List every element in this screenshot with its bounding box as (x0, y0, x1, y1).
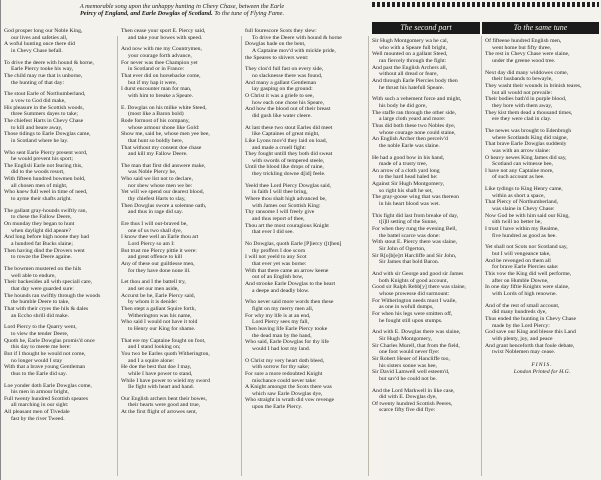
verse-line: No Dowglas, quoth Earle [P]iercy ([t]hen] (245, 241, 342, 248)
verse-line: and thus report of thee, (252, 216, 305, 223)
verse-line: With such a vehement force and might, (372, 96, 462, 103)
verse-line: nor shew whose men we be: (128, 182, 193, 189)
verse-line: in Scotland or in France: (128, 66, 185, 73)
verse-line: twixt Noblemen may cease. (492, 349, 556, 356)
verse-column-5 (485, 38, 599, 478)
verse-line: whose prowesse did surmount: (379, 290, 450, 297)
verse-line: Who knew full weel in time of need, (4, 189, 88, 196)
verse-line: And through Earle Piercies body then (372, 77, 458, 84)
column-divider (241, 36, 242, 476)
verse-line: and take your bowes with speed. (128, 34, 203, 41)
verse-line: ran fiercely through the fight: (379, 57, 447, 64)
verse-line: Sir Charles Murell, that from the field, (372, 342, 460, 349)
verse-line: For never was thee Champion yet (121, 59, 198, 66)
verse-line: that ever I did see. (252, 229, 294, 236)
verse-line: Sir R[o]b[e]rt Harcliffe and Sir John, (372, 252, 457, 259)
verse-line: whose armour shone like Gold: (128, 124, 200, 131)
title-line-2: Peircy of England, and Earle Dowglas of Scotland. (79, 10, 213, 18)
verse-line: The man that first did answere make, (121, 162, 206, 169)
verse-line: And of the rest of small account, (485, 302, 560, 309)
verse-line: Who said I would not have it told (121, 319, 198, 326)
verse-line: That with their cryes the hils & dales (4, 305, 89, 312)
verse-line: a vow to God did make, (11, 97, 66, 104)
verse-line: And with E. Dowglas there was slaine, (372, 329, 461, 336)
verse-line: They fought untill they both did sweat (245, 151, 333, 158)
verse-line: did gush like water cleere. (252, 112, 312, 119)
verse-line: Lord Piercy so am I: (128, 241, 175, 248)
verse-line: They washt their wounds in brinish teares, (485, 82, 582, 89)
verse-line: He doe the best that doe I may, (121, 364, 192, 371)
verse-line: Who straight in wrath did vow revenge (245, 397, 335, 404)
verse-line: that hunt so boldly here, (128, 137, 184, 144)
verse-line: sith twill no better be, (492, 219, 542, 226)
verse-line: their husbands to bewayle, (492, 76, 553, 83)
column-divider (368, 36, 369, 476)
verse-column-3 (245, 28, 367, 478)
verse-line: Sir John of Ogerton, (379, 246, 426, 253)
verse-line: was Noble Piercy he, (128, 169, 177, 176)
verse-line: But if I thought he would not come, (4, 350, 86, 357)
verse-line: And long before high noone they had (4, 234, 89, 241)
verse-line: the noble Earle was slaine. (379, 142, 440, 149)
verse-line: t[i]ll setting of the Sunne, (379, 219, 438, 226)
verse-line: That brave Earle Dowglas suddenly (485, 141, 567, 148)
verse-line: With fifteen hundred bowmen bold, (4, 176, 86, 183)
verse-line: But trust me Piercy pittie it were: (121, 247, 197, 254)
verse-line: did to the woods resort, (11, 169, 65, 176)
verse-line: upon the Earle Piercy. (252, 404, 303, 411)
verse-line: And be revenged on them all (485, 257, 551, 264)
verse-line: In one day fiftie Knights were slaine, (485, 284, 570, 291)
verse-line: For when his legs were smitten off, (372, 310, 453, 317)
verse-line: Sir Hugh Montgomery, (379, 335, 432, 342)
verse-line: full fourescore Scots they slew: (245, 28, 317, 34)
verse-line: in his heart blood was wet. (379, 201, 440, 208)
verse-line: to ayme their shafts aright. (11, 196, 72, 203)
verse-line: Let thou and I the battell try, (121, 279, 186, 286)
verse-line: Like Lyons mov'd they laid on load, (245, 137, 328, 144)
title-tune: To the tune of Flying Fame. (214, 10, 285, 18)
verse-line: within as short a space, (492, 192, 545, 199)
verse-line: That without my consent doe chase (121, 144, 202, 151)
verse-line: You two be Earles quoth Witherington, (121, 350, 210, 357)
verse-line: Then cease your sport E. Piercy said, (121, 28, 206, 34)
verse-line: Then having dind the Drovers went (4, 247, 85, 254)
verse-column-4 (372, 38, 480, 478)
verse-line: Ile fight with heart and hand. (128, 384, 195, 391)
verse-line: but sav'd he could not be. (379, 375, 437, 382)
verse-line: after on Humble Downe, (492, 277, 549, 284)
verse-line: For Witherington needs must I waile, (372, 297, 457, 304)
verse-line: Now God be with him said our King, (485, 212, 570, 219)
verse-line: And the Lord Markwell in like case, (372, 387, 455, 394)
verse-line: fight on my merry men all, (252, 305, 314, 312)
verse-line: A Knight amongst the Scots there was (245, 384, 332, 391)
verse-line: Yeeld thee Lord Piercy Dowglas said, (245, 182, 331, 189)
verse-line: with swords of tempered steele, (252, 157, 325, 164)
verse-line: And now with me my Countrymen, (121, 46, 202, 53)
verse-line: O Christ my very heart doth bleed, (245, 357, 325, 364)
verse-line: made of a trusty tree, (379, 161, 428, 168)
verse-line: the humble Deere to take, (11, 299, 70, 306)
verse-line: Who said, Earle Dowglas for thy life (245, 339, 329, 346)
verse-line: lay gasping on the ground: (252, 86, 313, 93)
verse-line: Scotland can witnesse bee, (492, 161, 553, 168)
verse-line: With that there came an arrow keene (245, 267, 329, 274)
verse-line: the hunting of that day: (11, 79, 65, 86)
verse-line: Sir Robert Heuer of Hancliffe too, (372, 355, 450, 362)
verse-line: I have not any Captaine more, (485, 167, 554, 174)
verse-line: your courage forth advance, (128, 52, 192, 59)
verse-line: God prosper long our Noble King, (4, 28, 83, 34)
verse-line: I know thee well an Earle thou art (121, 234, 199, 241)
verse-line: how each one chose his Speare, (252, 99, 325, 106)
verse-line: Against Sir Hugh Montgomery, (372, 181, 444, 188)
verse-line: Good sir Ralph Rebb[y] there was slaine, (372, 284, 466, 291)
verse-line: as one in wofull dumps, (379, 304, 434, 311)
verse-line: Until the blood like drops of raine, (245, 164, 324, 171)
verse-line: The chiefest Harts in Chevy Chase (4, 117, 84, 124)
verse-line: to chese the Fallow Deere, (11, 214, 72, 221)
verse-line: our lives and safeties all, (11, 34, 68, 41)
verse-line: Who sent Earle Piercy present word, (4, 149, 88, 156)
verse-line: The child may rue that is unborne, (4, 72, 83, 79)
verse-line: Those tidings to Earle Dowglas came, (4, 131, 91, 138)
verse-line: Lord Piercy sees my fall, (252, 319, 310, 326)
printer-imprint: London Printed for H.G. (513, 368, 571, 375)
verse-line: At last these two stout Earles did meet (245, 124, 333, 131)
verse-line: The gray-goose wing that was thereon (372, 194, 460, 201)
verse-line: The gallant gray-hounds swiftly ran, (4, 207, 87, 214)
verse-line: O heavy newes King James did say, (485, 154, 567, 161)
verse-line: And strooke Earle Dowglas to the heart (245, 280, 336, 287)
verse-line: God save our King and blesse this Land (485, 329, 576, 336)
verse-line: no longer would I stay (11, 357, 63, 364)
verse-line: this day to meete me here: (11, 344, 71, 351)
verse-line: For when they rung the evening Bell, (372, 226, 457, 233)
verse-line: and I a squire alone: (128, 357, 175, 364)
column-divider (481, 36, 482, 476)
verse-line: and made a cruell fight: (252, 144, 307, 151)
verse-line: A woful hunting once there did (4, 41, 75, 48)
verse-line: Rode formost of his company, (121, 117, 190, 124)
verse-line: Sir David Lamwell well esteem'd, (372, 369, 450, 376)
verse-line: Of twenty hundred Scottish Peeres, (372, 400, 453, 407)
verse-line: Show me, said he, whose men yee bee, (121, 131, 210, 138)
verse-line: Our English archers bent their bowes, (121, 395, 207, 402)
verse-line: and great offence to kill (128, 254, 183, 261)
column-divider (117, 36, 118, 476)
verse-line: Loe yonder doth Earle Dowglas come, (4, 382, 92, 389)
verse-column-1 (4, 28, 116, 478)
verse-line: On munday they began to hunt (4, 221, 75, 228)
verse-line: a large cloth yeard and more: (379, 116, 446, 123)
verse-line: Yet shall not Scots nor Scotland say, (485, 244, 568, 251)
verse-line: did with E. Dowglas dye, (379, 394, 437, 401)
verse-line: where Scotlands King did raigne, (492, 134, 568, 141)
verse-line: (most like a Baron bold) (128, 111, 184, 118)
verse-line: without all dread or feare, (379, 71, 438, 78)
verse-line: no slacknesse there was found, (252, 72, 323, 79)
verse-line: Who said we list not to declare, (121, 176, 193, 183)
verse-line: All pleasant men of Tivedale (4, 409, 70, 416)
verse-line: Any of these our guiltlesse men, (121, 261, 195, 267)
verse-line: when daylight did apeare? (11, 227, 71, 234)
verse-line: To drive the Deere with hound & horne (252, 34, 342, 41)
verse-line: That ever did on horsebacke come, (121, 72, 201, 79)
verse-line: their hearts were good and true, (128, 402, 201, 409)
verse-line: This fight did last from breake of day, (372, 212, 459, 219)
verse-line: thus to the Earle did say. (11, 370, 67, 377)
verse-line: Sir James that bold Baron. (379, 259, 440, 266)
verse-line: he fought still upon stumps. (379, 317, 443, 324)
verse-line: so right his shaft he set, (379, 187, 433, 194)
verse-line: went home but fifty three, (492, 44, 552, 51)
verse-line: Thy ransome I will freely give (245, 209, 315, 216)
verse-line: Their backesides all with speciall care, (4, 279, 93, 286)
verse-line: but if my hap it were, (128, 79, 177, 86)
verse-line: Accurst be he, Earle Piercy said, (121, 292, 196, 299)
verse-line: E. Dowglas on his milke white Steed, (121, 104, 207, 111)
verse-line: with sorrow for thy sake; (252, 364, 310, 371)
verse-line: The staffe ran through the other side, (372, 109, 457, 116)
verse-line: I durst encounter man for man, (121, 86, 192, 93)
verse-line: made by the Lord Piercy: (492, 322, 550, 329)
verse-line: they bore with them away, (492, 102, 553, 109)
verse-line: to view the tender Deere, (11, 330, 69, 337)
verse-line: Witherington was his name, (128, 312, 192, 319)
verse-line: Like tydings to King Henry came, (485, 186, 563, 193)
verse-line: all marching in our sight: (11, 402, 69, 409)
verse-line: one of us two shall dye, (128, 227, 183, 234)
page-edge (0, 0, 1, 480)
verse-column-2 (121, 28, 240, 478)
verse-line: I will not yeeld to any Scot (245, 254, 307, 261)
second-part-heading: The second part (372, 22, 480, 34)
verse-line: Thus ended the hunting in Chevy Chase (485, 315, 576, 322)
verse-line: while I have power to stand, (128, 370, 193, 377)
verse-line: The hounds ran swiftly through the woods (4, 292, 101, 299)
verse-line: Earle Piercy tooke his way, (11, 66, 74, 73)
verse-line: would I had lost my land. (252, 345, 311, 352)
verse-line: This vow the King did well performe, (485, 271, 572, 277)
verse-line: The Englisli Earle not fearing this, (4, 162, 83, 169)
verse-line: but I will vengeance take, (492, 251, 551, 258)
verse-line: Then leaving life Earle Piercy tooke (245, 325, 328, 332)
verse-line: the Speares to shivers went: (245, 54, 309, 61)
verse-line: Lord Piercy to the Quarry went, (4, 324, 77, 331)
verse-line: A Captaine mov'd with mickle pride, (252, 47, 336, 54)
finis-label: FINIS. (531, 361, 553, 368)
verse-line: At the first flight of arrowes sent, (121, 409, 197, 416)
top-ornament-band (372, 2, 599, 7)
verse-line: a deepe and deadly blow. (252, 287, 310, 294)
verse-line: he would prevent his sport; (11, 156, 73, 163)
verse-line: well able to endure, (11, 272, 56, 279)
verse-line: to kill and beare away, (11, 124, 63, 131)
verse-line: Yet will we spend our dearest blood, (121, 189, 204, 196)
verse-line: his men in armour bright, (11, 389, 69, 396)
verse-line: He had a good bow in his hand, (372, 154, 445, 161)
verse-line: The bowmen mustered on the hils (4, 266, 82, 272)
verse-line: which saw Earle Dowglas dye, (252, 390, 323, 397)
verse-line: with James our Scottish King: (252, 202, 321, 209)
verse-line: three Summers dayes to take; (11, 111, 78, 118)
same-tune-heading: To the same tune (482, 22, 599, 34)
verse-line: both Knights of good account, (379, 277, 449, 284)
verse-line: The newes was brought to Edenbrogh (485, 127, 572, 134)
verse-line: for brave Earle Piercies sake: (492, 264, 559, 271)
verse-line: Then Dowglas swore a solemne oath, (121, 202, 207, 209)
verse-line: I trust I have within my Realme, (485, 226, 559, 233)
verse-line: his sisters sonne was hee, (379, 362, 437, 369)
verse-line: was slaine in Chevy Chase: (492, 206, 555, 213)
verse-line: a hundred fat Bucks slaine; (11, 241, 73, 248)
verse-line: With that a brave young Gentleman (4, 364, 86, 371)
verse-line: While I have power to wield my sword (121, 377, 210, 384)
verse-line: one foot would never flye: (379, 349, 440, 356)
verse-line: to rowze the Deere againe. (11, 254, 72, 261)
verse-line: Of fifteene hundred English men, (485, 38, 562, 44)
verse-line: and I stand looking on; (128, 344, 181, 351)
verse-line: that ever yet was borne: (252, 261, 307, 267)
verse-line: To drive the deere with hound & horne, (4, 59, 94, 66)
verse-line: out of an English bow, (252, 274, 304, 281)
title-line-1: A memorable song upon the unhappy hunting in Chevy Chase, between the Earle (79, 3, 285, 10)
verse-line: Ere thus I will out-braved be, (121, 221, 188, 228)
verse-line: the dead man by the hand, (252, 332, 312, 339)
verse-line: Thus did both these two Nobles dye, (372, 122, 456, 129)
verse-line: that day were guarded sure: (11, 285, 74, 292)
verse-line: an Eccho shrill did make. (11, 312, 69, 319)
verse-line: Well mounted on a gallant Steed, (372, 51, 448, 58)
verse-line: who with a Speare full bright, (379, 44, 447, 51)
verse-line: did many hundreds dye, (492, 309, 547, 316)
verse-line: Sir Hugh Montgomery wa he cal, (372, 38, 449, 44)
verse-line: For why my life is at an end, (245, 312, 311, 319)
verse-line: And how the blood out of their breast (245, 106, 331, 113)
verse-line: of such account as hee. (492, 174, 545, 181)
verse-line: and kill my Fallow Deere. (128, 151, 188, 158)
verse-line: fast by the river Tweed. (11, 415, 65, 422)
verse-line: and set our men aside, (128, 285, 179, 292)
verse-line: O Christ it was a griefe to see, (245, 92, 314, 99)
verse-line: thy proffers I doe scorn (252, 247, 306, 254)
verse-line: An English Archer then perceiv'd (372, 136, 448, 143)
verse-line: by whom it is denide: (128, 299, 178, 306)
verse-line: with him to breake a Speare. (128, 92, 194, 99)
verse-line: Where thou shalt high advanced be, (245, 196, 327, 203)
verse-line: was with an arrow slaine: (492, 147, 551, 154)
verse-line: to Henry our King for shame. (128, 325, 196, 332)
verse-line: they trickling downe d[id] feele. (252, 171, 326, 178)
verse-line: That Piercy of Northumberland, (485, 199, 558, 206)
verse-line: to the hard head haled he: (379, 174, 438, 181)
verse-line: in faith I will thee bring, (252, 189, 308, 196)
verse-line: with plenty, joy, and peace (492, 335, 553, 342)
ballad-title (4, 3, 360, 18)
verse-line: The rest in Chevy Chase were slaine, (485, 51, 570, 58)
verse-line: mischance could never take: (252, 377, 317, 384)
verse-line: his body he did gore, (379, 102, 427, 109)
verse-line: With stout E. Piercy there was slaine, (372, 239, 458, 246)
verse-line: Who never said more words then these (245, 299, 334, 306)
verse-line: Full twenty hundred Scottish speares (4, 395, 89, 402)
verse-line: all chosen men of might, (11, 182, 68, 189)
verse-line: he thrust his hatefull Speare. (379, 84, 444, 91)
verse-line: Thou art the most couragious Knight (245, 222, 329, 229)
verse-line: They kist them dead a thousand times, (485, 109, 573, 116)
verse-line: in Scotland where he lay. (11, 137, 69, 144)
verse-line: in Chevy Chase befall. (11, 47, 63, 54)
verse-line: Then stept a gallant Squire forth, (121, 305, 196, 312)
verse-line: And past the English Archers all, (372, 64, 448, 71)
verse-line: They clos'd full fast on every side, (245, 66, 324, 73)
verse-line: ere they were clad in clay. (492, 116, 552, 123)
verse-line: but all would not prevaile: (492, 89, 553, 96)
verse-line: and thus in rage did say. (128, 209, 183, 216)
verse-line: under the greene wood tree. (492, 57, 556, 64)
verse-line: scarce fifty five did flye: (379, 407, 436, 414)
verse-line: whose courage none could staine, (379, 129, 456, 136)
verse-line: the battel scarce was done: (379, 232, 440, 239)
verse-line: Quoth he, Earle Dowglas promis'd once (4, 337, 95, 344)
verse-line: Their bodies bath'd in purple blood, (485, 96, 567, 103)
verse-line: Next day did many widdowes come, (485, 69, 569, 76)
verse-line: His pleasure in the Scottish woods, (4, 104, 84, 111)
verse-line: And with sir George and good sir James (372, 271, 464, 277)
verse-line: thy chiefest Harts to slay, (128, 196, 186, 203)
verse-line: And many a gallant Gentleman (245, 79, 317, 86)
verse-line: For sure a more redoubted Knight (245, 370, 323, 377)
verse-line: The stout Earle of Northumberland, (4, 91, 86, 98)
verse-line: That ere my Captaine fought on foot, (121, 337, 206, 344)
verse-line: Dowglas bade on the bent, (245, 41, 306, 48)
verse-line: And grant henceforth that foule debate, (485, 342, 575, 349)
verse-line: for they have done none ill. (128, 267, 191, 274)
verse-line: An arrow of a cloth yard long (372, 167, 440, 174)
verse-line: like Captaines of great might, (252, 131, 320, 138)
verse-line: five hundred as good as hee. (492, 232, 557, 239)
verse-line: with Lords of high renowne. (492, 290, 557, 297)
